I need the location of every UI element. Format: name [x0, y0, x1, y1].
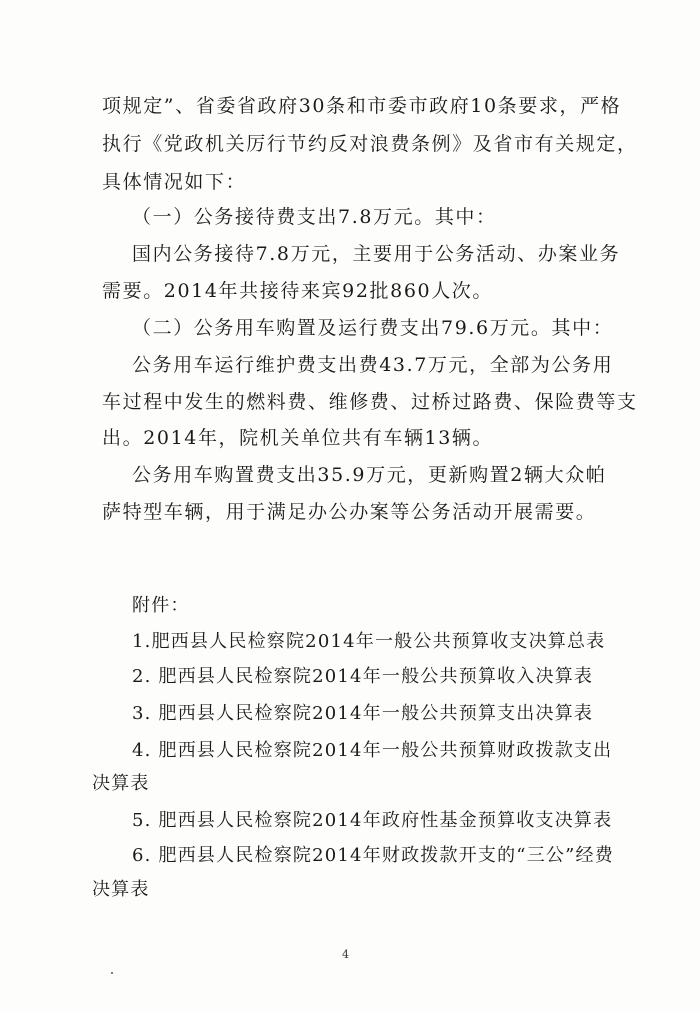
- attachment-item-6-continued: 决算表: [92, 879, 150, 900]
- body-line-12: 萨特型车辆，用于满足办公办案等公务活动开展需要。: [102, 501, 597, 523]
- attachment-item-6: 6. 肥西县人民检察院2014年财政拨款开支的“三公”经费: [132, 845, 614, 866]
- attachment-item-3: 3. 肥西县人民检察院2014年一般公共预算支出决算表: [132, 703, 594, 724]
- body-line-8: 公务用车运行维护费支出费43.7万元，全部为公务用: [132, 354, 614, 376]
- body-line-9: 车过程中发生的燃料费、维修费、过桥过路费、保险费等支: [102, 391, 638, 413]
- section-heading-reception: （一）公务接待费支出7.8万元。其中：: [132, 206, 497, 228]
- attachments-heading: 附件：: [132, 595, 190, 616]
- scan-speck: [111, 972, 113, 974]
- page-number: 4: [342, 948, 349, 961]
- body-line-11: 公务用车购置费支出35.9万元，更新购置2辆大众帕: [132, 464, 607, 486]
- attachment-item-2: 2. 肥西县人民检察院2014年一般公共预算收入决算表: [132, 666, 594, 687]
- body-line-10: 出。2014年，院机关单位共有车辆13辆。: [102, 427, 494, 449]
- body-line-6: 需要。2014年共接待来宾92批860人次。: [102, 280, 493, 302]
- section-heading-vehicles: （二）公务用车购置及运行费支出79.6万元。其中：: [132, 317, 614, 339]
- attachment-item-4-continued: 决算表: [92, 773, 150, 794]
- body-line-1: 项规定”、省委省政府30条和市委市政府10条要求，严格: [102, 95, 622, 117]
- attachment-item-1: 1.肥西县人民检察院2014年一般公共预算收支决算总表: [132, 631, 606, 652]
- body-line-2: 执行《党政机关厉行节约反对浪费条例》及省市有关规定，: [102, 133, 638, 155]
- body-line-3: 具体情况如下：: [102, 171, 247, 193]
- attachment-item-4: 4. 肥西县人民检察院2014年一般公共预算财政拨款支出: [132, 740, 613, 761]
- body-line-5: 国内公务接待7.8万元，主要用于公务活动、办案业务: [132, 243, 621, 265]
- attachment-item-5: 5. 肥西县人民检察院2014年政府性基金预算收支决算表: [132, 810, 613, 831]
